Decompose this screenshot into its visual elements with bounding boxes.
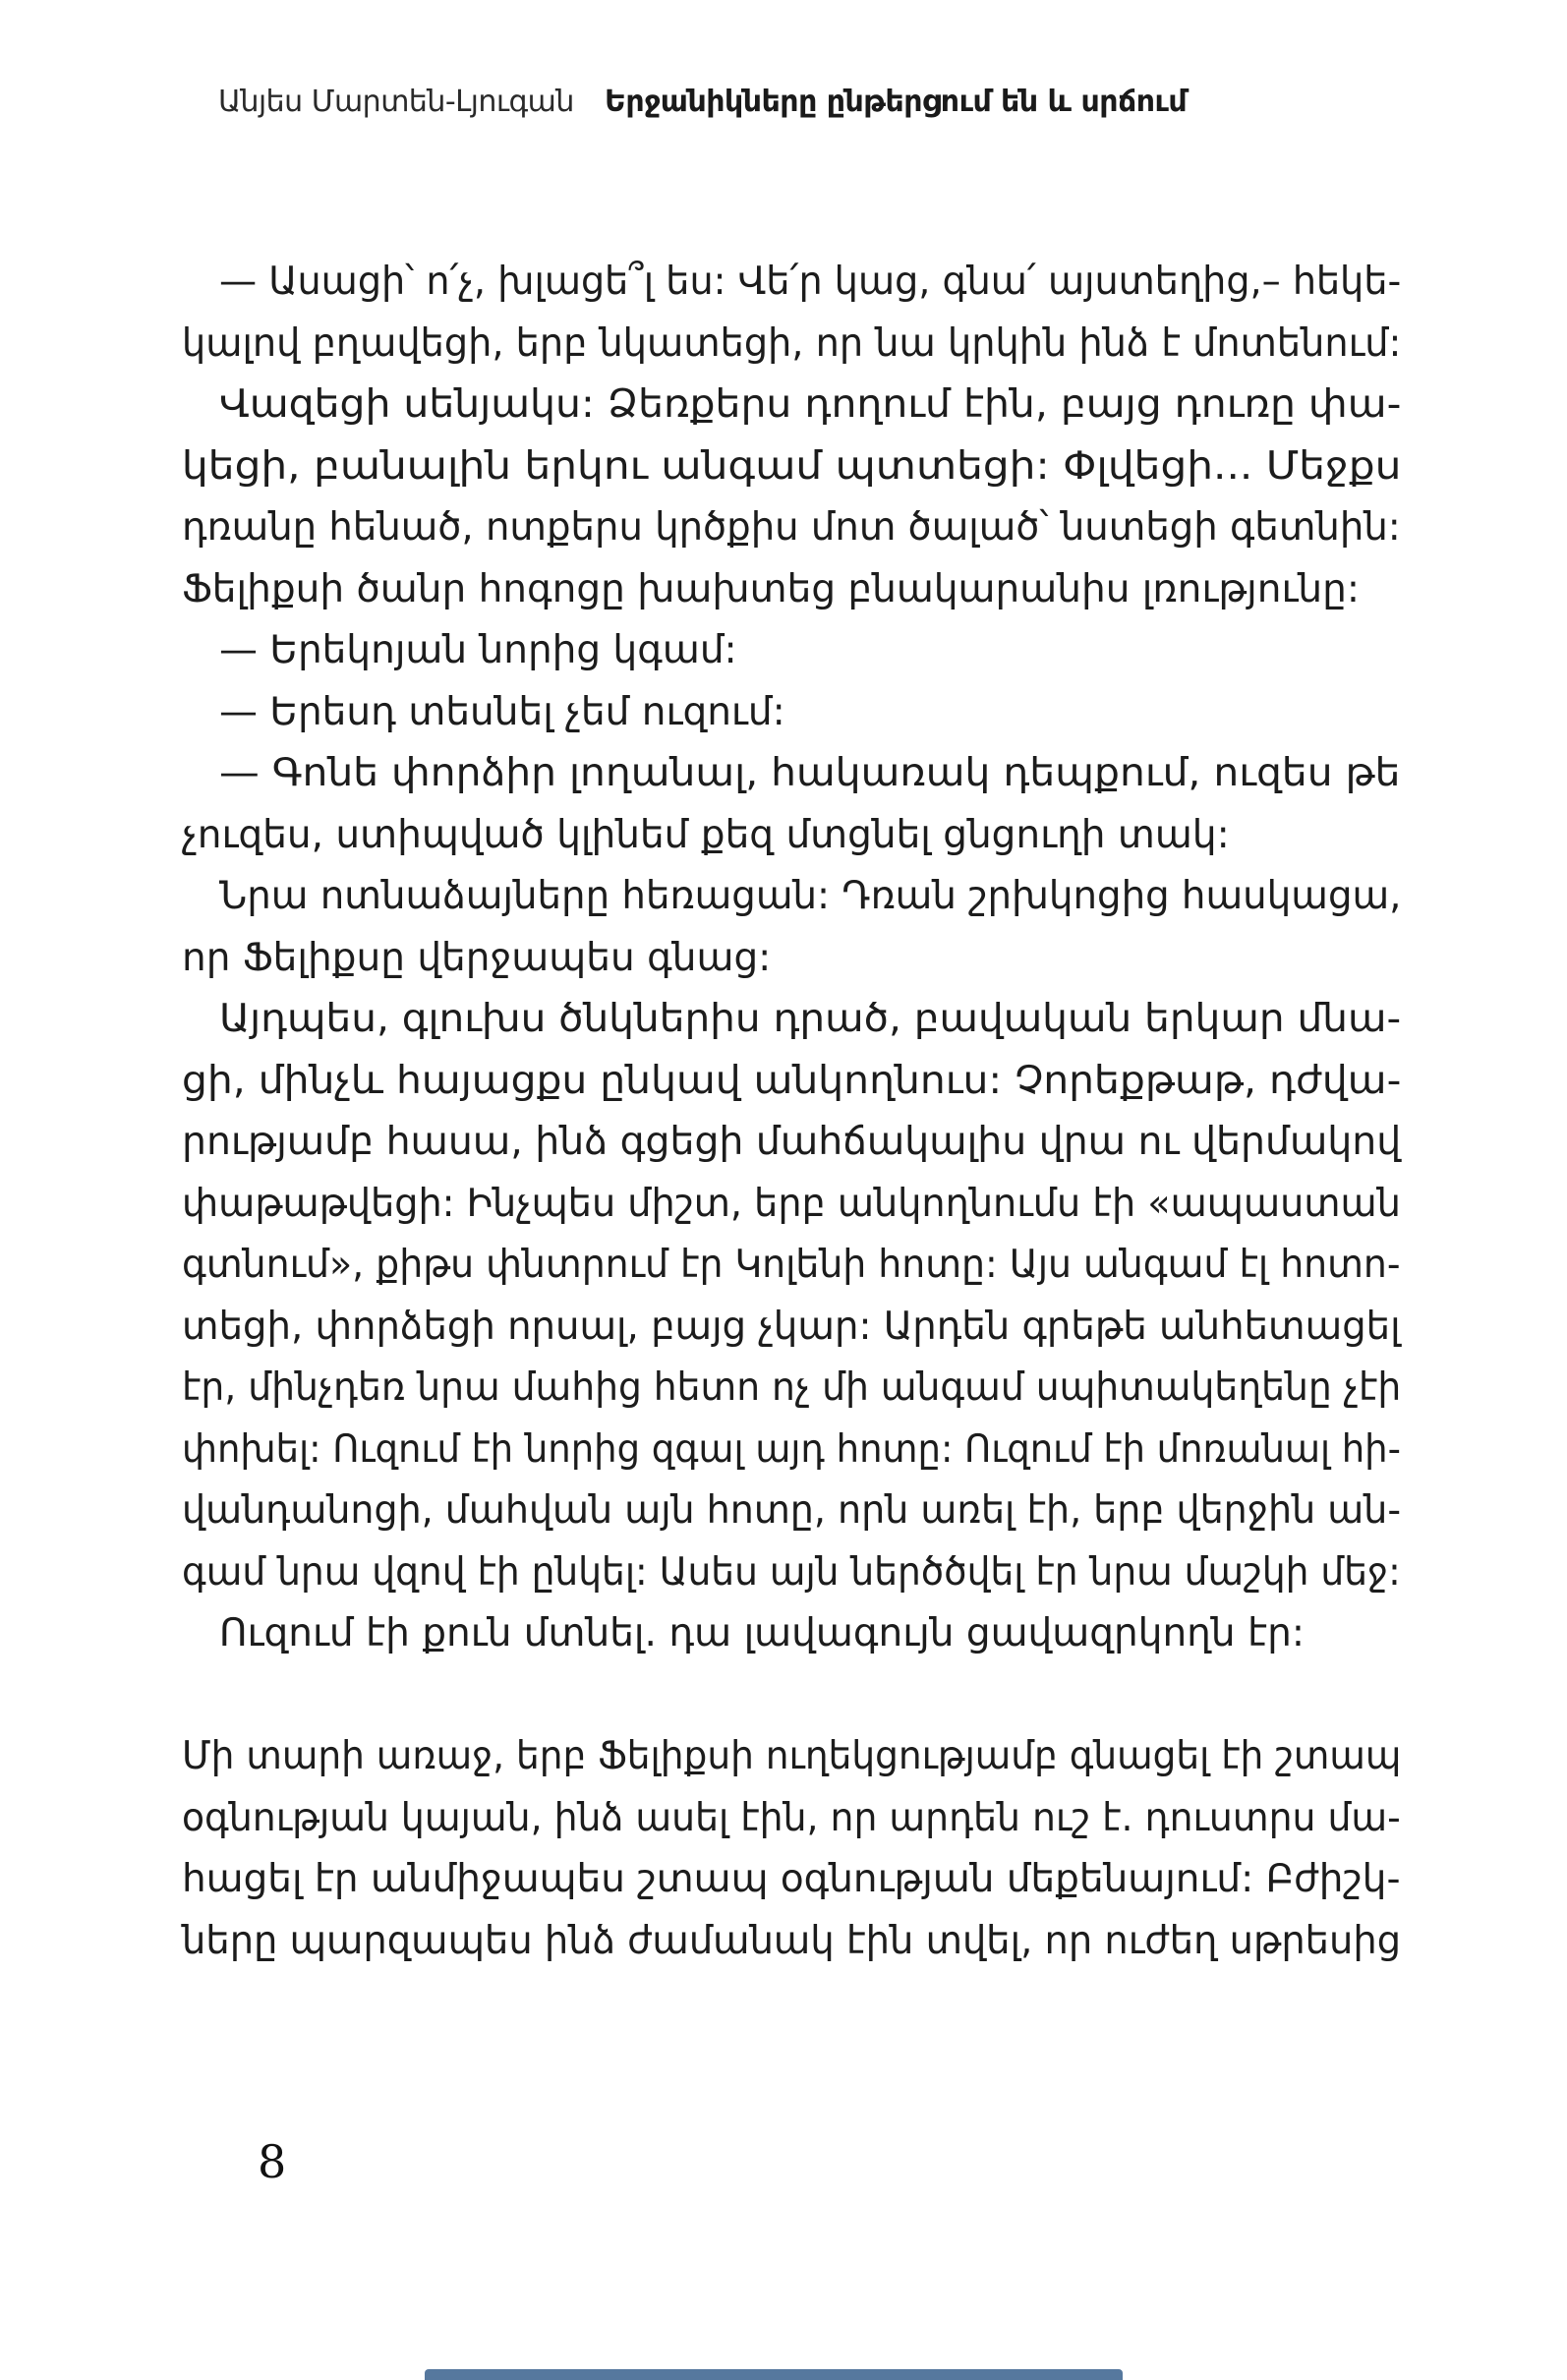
text-line [182,1726,1401,1788]
text-line-content: գտնում», քիթս փնտրում էր Կոլենի հոտը: Այս անգամ էլ հոտո- [182,1243,1401,1287]
text-line [182,1911,1401,1973]
text-line [182,743,1401,805]
text-line-content: ցի, մինչև հայացքս ընկավ անկողնուս: Չորեքթաթ, դժվա- [182,1058,1402,1103]
text-line [182,1174,1401,1236]
text-line-content: — Երեսդ տեսնել չեմ ուզում: [219,689,785,734]
text-line [182,1603,1401,1665]
text-line-content: Նրա ոտնաձայները հեռացան: Դռան շրխկոցից հասկացա, [219,874,1402,918]
text-line-content: Ֆելիքսի ծանր հոգոցը խախտեց բնակարանիս լռությունը: [182,566,1360,611]
text-line [182,1358,1401,1420]
text-line [182,436,1401,498]
text-line [182,1542,1401,1604]
text-line-content: Վազեցի սենյակս: Ձեռքերս դողում էին, բայց դուռը փա- [219,382,1402,427]
text-line-content: փաթաթվեցի: Ինչպես միշտ, երբ անկողնումս էի «ապաստան [182,1181,1401,1226]
text-line [182,375,1401,436]
text-line [182,805,1401,867]
text-line-content: — Երեկոյան նորից կգամ: [219,628,737,672]
text-line [182,620,1401,682]
text-line [182,1849,1401,1911]
text-line [182,682,1401,744]
text-body [182,252,1401,1972]
running-header [218,85,1187,119]
page-number: 8 [258,2135,287,2188]
text-line-content: Մի տարի առաջ, երբ Ֆելիքսի ուղեկցությամբ գնացել էի շտապ [182,1734,1402,1778]
text-line [182,559,1401,621]
text-line [182,928,1401,990]
text-line-content: փոխել: Ուզում էի նորից զգալ այդ հոտը: Ուզում էի մոռանալ հի- [182,1426,1401,1472]
text-line-content: Ուզում էի քուն մտնել. դա լավագույն ցավազրկողն էր: [219,1611,1305,1655]
text-line-content: րությամբ հասա, ինձ գցեցի մահճակալիս վրա ու վերմակով [182,1120,1402,1164]
text-line [182,1420,1401,1481]
text-line [182,1480,1401,1542]
section-break [182,1665,1401,1727]
text-line [182,1297,1401,1359]
text-line-content: չուզես, ստիպված կլինեմ քեզ մտցնել ցնցուղի տակ: [182,812,1230,857]
text-line-content: կալով բղավեցի, երբ նկատեցի, որ նա կրկին ինձ է մոտենում: [182,320,1402,366]
text-line [182,1788,1401,1850]
text-line-content: — Գոնե փորձիր լողանալ, հակառակ դեպքում, ուզես թե [219,751,1401,795]
reading-progress-bar[interactable] [425,2369,1123,2380]
text-line-content: էր, մինչդեռ նրա մահից հետո ոչ մի անգամ սպիտակեղենը չէի [182,1365,1402,1410]
text-line-content: գամ նրա վզով էի ընկել: Ասես այն ներծծվել էր նրա մաշկի մեջ: [182,1549,1401,1595]
text-line [182,497,1401,559]
text-line [182,866,1401,928]
text-line-content: վանդանոցի, մահվան այն հոտը, որն առել էի, երբ վերջին ան- [182,1488,1402,1533]
text-line [182,1235,1401,1297]
text-line-content: կեցի, բանալին երկու անգամ պտտեցի: Փլվեցի... Մեջքս [182,443,1402,489]
text-line [182,314,1401,376]
text-line-content: օգնության կայան, ինձ ասել էին, որ արդեն ուշ է. դուստրս մա- [182,1795,1401,1840]
text-line-content: դռանը հենած, ոտքերս կրծքիս մոտ ծալած՝ նստեցի գետնին: [182,505,1401,550]
book-title: Երջանիկները ընթերցում են և սրճում [604,85,1188,119]
author-name: Անյես Մարտեն-Լյուգան [218,85,574,119]
text-line-content: — Ասացի՝ ո՛չ, խլացե՞լ ես: Վե՛ր կաց, գնա՛ այստեղից,– հեկե- [219,260,1402,304]
text-line [182,252,1401,314]
text-line-content: Այդպես, գլուխս ծնկներիս դրած, բավական երկար մնա- [219,997,1402,1041]
text-line [182,989,1401,1051]
text-line-content: հացել էր անմիջապես շտապ օգնության մեքենայում: Բժիշկ- [182,1857,1401,1901]
text-line [182,1051,1401,1113]
text-line-content: տեցի, փորձեցի որսալ, բայց չկար: Արդեն գրեթե անհետացել [182,1304,1401,1349]
text-line-content: ները պարզապես ինձ ժամանակ էին տվել, որ ուժեղ սթրեսից [182,1918,1402,1963]
text-line [182,1112,1401,1174]
text-line-content: որ Ֆելիքսը վերջապես գնաց: [182,935,772,980]
